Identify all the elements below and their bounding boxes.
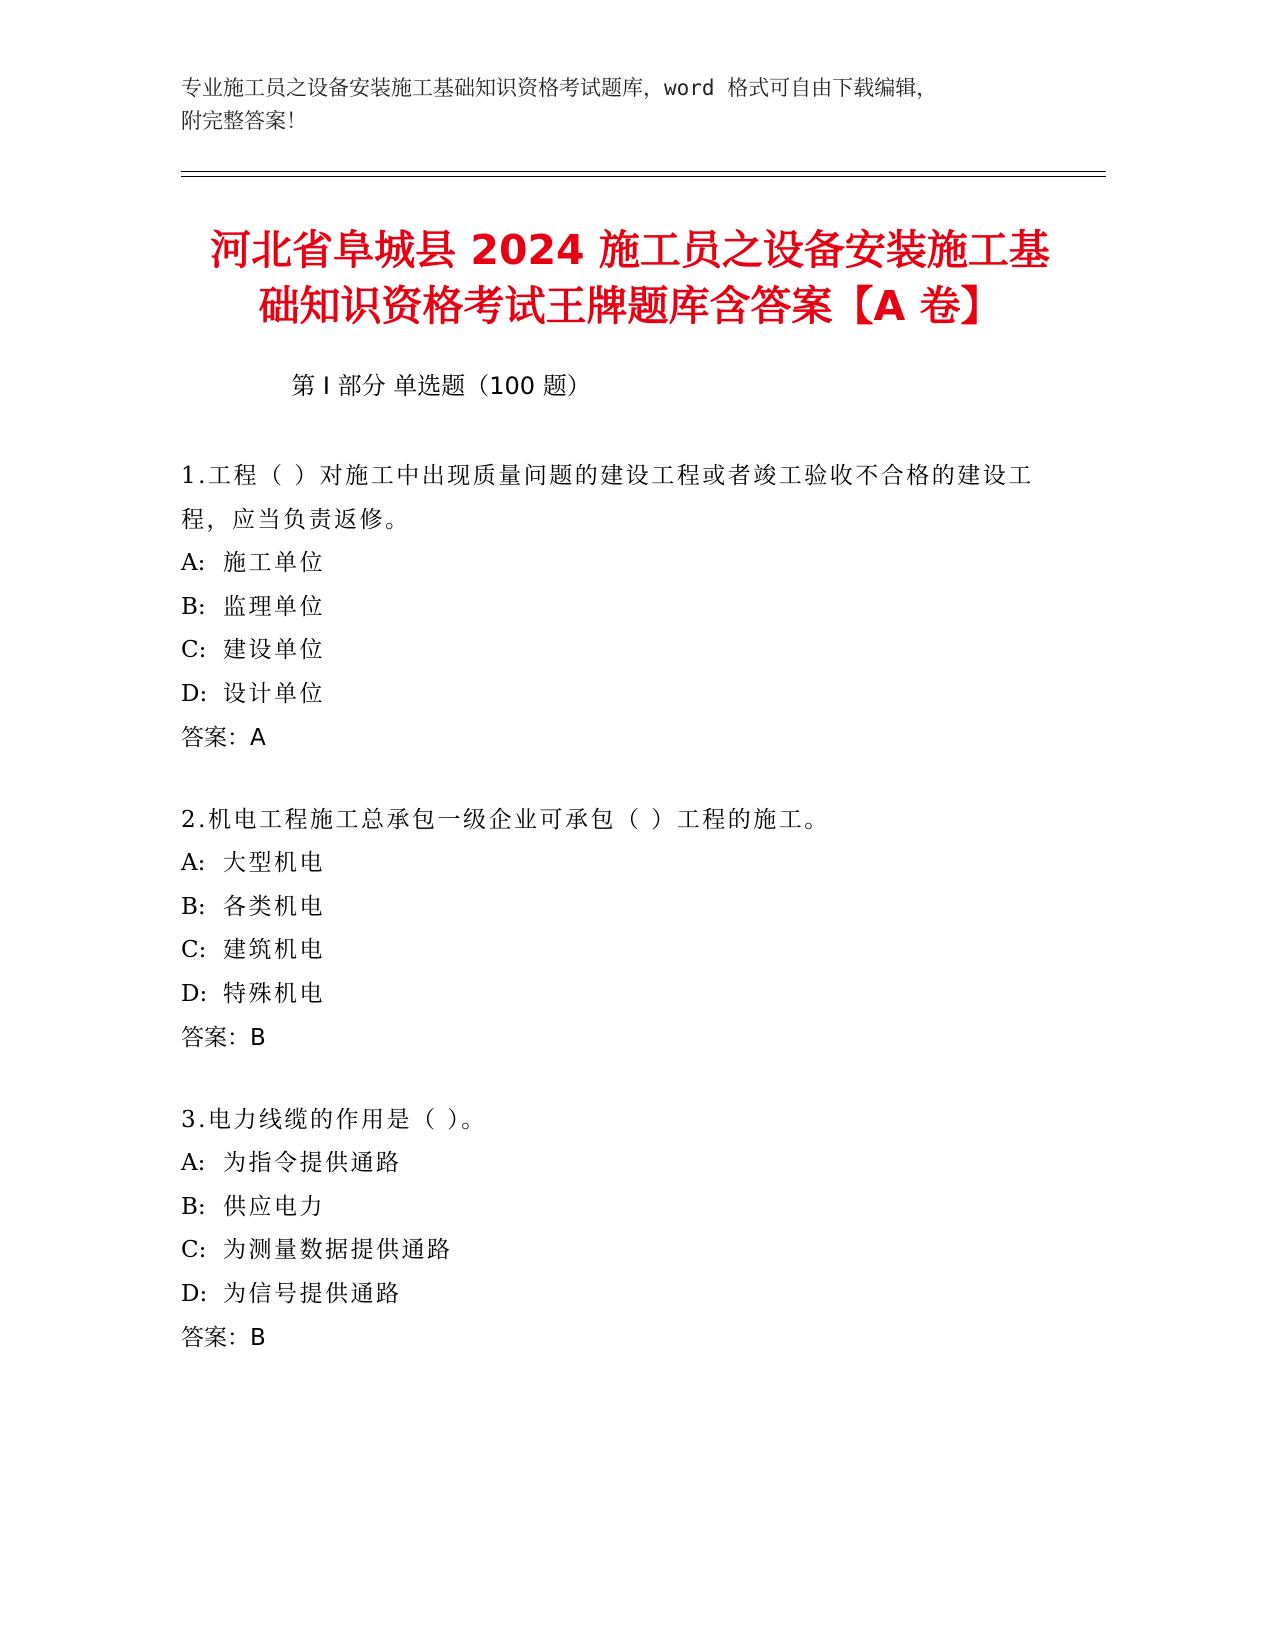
option-letter: B:: [181, 1193, 206, 1220]
answer-label: 答案：B: [181, 1025, 266, 1051]
option-letter: A:: [181, 1150, 206, 1176]
option-letter: D:: [181, 680, 208, 707]
option-text: 特殊机电: [223, 980, 325, 1007]
option-text: 大型机电: [223, 850, 325, 876]
option-text: 施工单位: [223, 550, 325, 576]
option-a: [181, 842, 1071, 886]
question-2: [181, 798, 1071, 1060]
option-text: 供应电力: [223, 1193, 325, 1220]
question-1: [181, 454, 1071, 760]
answer-label: 答案：B: [181, 1325, 266, 1351]
header-note: [181, 72, 1061, 138]
option-text: 为测量数据提供通路: [223, 1237, 453, 1263]
option-letter: C:: [181, 1237, 207, 1263]
header-note-line-2: 附完整答案！: [181, 109, 307, 133]
option-letter: A:: [181, 550, 206, 576]
option-c: [181, 629, 1071, 673]
document-title-line-1: 河北省阜城县 2024 施工员之设备安装施工基: [210, 226, 1050, 274]
option-b: [181, 1186, 1071, 1230]
option-text: 为信号提供通路: [223, 1280, 402, 1307]
option-d: [181, 973, 1071, 1017]
option-text: 设计单位: [223, 680, 325, 707]
option-text: 监理单位: [223, 593, 325, 620]
option-letter: B:: [181, 593, 206, 620]
option-b: [181, 886, 1071, 930]
question-list: [181, 454, 1071, 1398]
question-stem: 2.机电工程施工总承包一级企业可承包（ ）工程的施工。: [181, 807, 830, 833]
option-text: 建筑机电: [223, 937, 325, 963]
option-a: [181, 1142, 1071, 1186]
header-rule-bottom: [181, 176, 1106, 177]
question-stem: 1.工程（ ）对施工中出现质量问题的建设工程或者竣工验收不合格的建设工程，应当负责返修。: [181, 463, 1034, 533]
option-letter: B:: [181, 893, 206, 920]
option-letter: A:: [181, 850, 206, 876]
option-c: [181, 929, 1071, 973]
option-letter: D:: [181, 1280, 208, 1307]
option-a: [181, 542, 1071, 586]
option-letter: C:: [181, 637, 207, 663]
question-3: [181, 1098, 1071, 1360]
option-b: [181, 586, 1071, 630]
option-c: [181, 1229, 1071, 1273]
option-text: 各类机电: [223, 893, 325, 920]
option-text: 建设单位: [223, 637, 325, 663]
header-note-line-1: 专业施工员之设备安装施工基础知识资格考试题库，word 格式可自由下载编辑，: [181, 76, 938, 100]
option-d: [181, 1273, 1071, 1317]
option-letter: C:: [181, 937, 207, 963]
option-d: [181, 673, 1071, 717]
document-title-line-2: 础知识资格考试王牌题库含答案【A 卷】: [258, 282, 1002, 330]
document-title: [160, 222, 1100, 334]
option-text: 为指令提供通路: [223, 1150, 402, 1176]
header-rule-top: [181, 171, 1106, 172]
answer-label: 答案：A: [181, 725, 266, 751]
option-letter: D:: [181, 980, 208, 1007]
section-heading: 第 I 部分 单选题（100 题）: [291, 372, 591, 400]
question-stem: 3.电力线缆的作用是（ ）。: [181, 1107, 487, 1133]
